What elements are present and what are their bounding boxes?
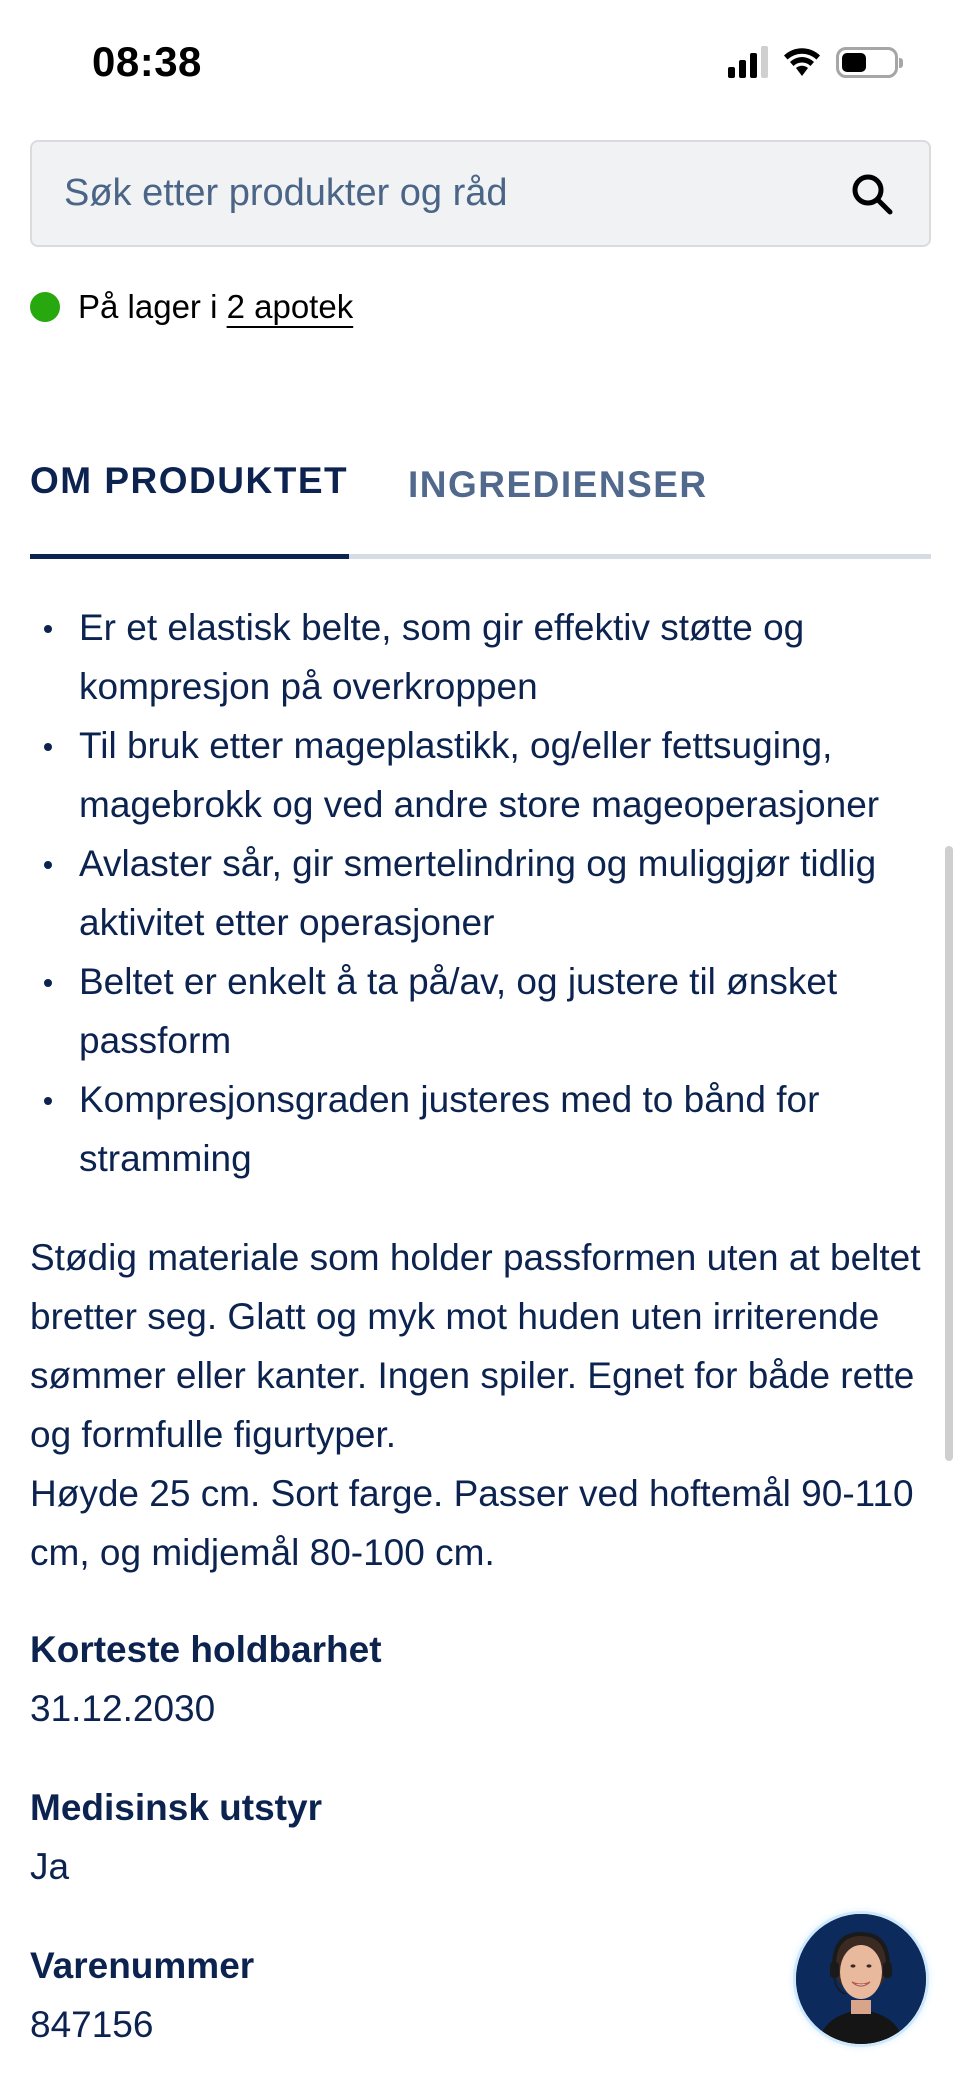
product-tabs: [30, 460, 931, 560]
list-item: Til bruk etter mageplastikk, og/eller fettsuging, magebrokk og ved andre store mageoperasjoner: [30, 716, 935, 834]
battery-icon: [836, 47, 898, 78]
active-tab-indicator: [30, 554, 349, 559]
search-input[interactable]: [64, 172, 849, 215]
fact-shelf-life: [30, 1620, 730, 1738]
description-paragraph: Stødig materiale som holder passformen uten at beltet bretter seg. Glatt og myk mot huden uten irriterende sømmer eller kanter. Ingen spiler. Egnet for både rette og formfulle figurtyper.: [30, 1237, 921, 1455]
tab-om-produktet[interactable]: OM PRODUKTET: [30, 460, 349, 501]
fact-medical-device: [30, 1778, 730, 1896]
fact-label: Varenummer: [30, 1945, 255, 1986]
list-item: Avlaster sår, gir smertelindring og muliggjør tidlig aktivitet etter operasjoner: [30, 834, 935, 952]
status-icons: [728, 46, 898, 78]
signal-icon: [728, 46, 768, 78]
tab-ingredienser[interactable]: INGREDIENSER: [408, 464, 708, 505]
status-bar: [0, 0, 960, 130]
search-bar[interactable]: [30, 140, 931, 247]
status-time: 08:38: [92, 38, 202, 85]
fact-label: Korteste holdbarhet: [30, 1629, 382, 1670]
stock-text: På lager i 2 apotek: [78, 288, 354, 325]
scrollbar[interactable]: [945, 846, 953, 1461]
fact-value: 847156: [30, 2004, 154, 2045]
list-item: Beltet er enkelt å ta på/av, og justere til ønsket passform: [30, 952, 935, 1070]
fact-value: 31.12.2030: [30, 1688, 216, 1729]
list-item: Kompresjonsgraden justeres med to bånd for stramming: [30, 1070, 935, 1188]
product-features-list: [30, 598, 935, 1188]
description-paragraph: Høyde 25 cm. Sort farge. Passer ved hoftemål 90-110 cm, og midjemål 80-100 cm.: [30, 1473, 914, 1573]
stock-status: [30, 288, 353, 326]
list-item: Er et elastisk belte, som gir effektiv støtte og kompresjon på overkroppen: [30, 598, 935, 716]
fact-label: Medisinsk utstyr: [30, 1787, 322, 1828]
product-description: [30, 1228, 925, 1582]
product-facts: [30, 1620, 730, 2078]
in-stock-dot-icon: [30, 292, 60, 322]
pharmacy-count-link[interactable]: 2 apotek: [226, 288, 354, 325]
wifi-icon: [782, 46, 822, 78]
search-icon[interactable]: [849, 171, 895, 217]
fact-item-number: [30, 1936, 730, 2054]
chat-agent-avatar-icon: [796, 1914, 926, 2044]
chat-agent-button[interactable]: [796, 1914, 926, 2044]
fact-value: Ja: [30, 1846, 70, 1887]
